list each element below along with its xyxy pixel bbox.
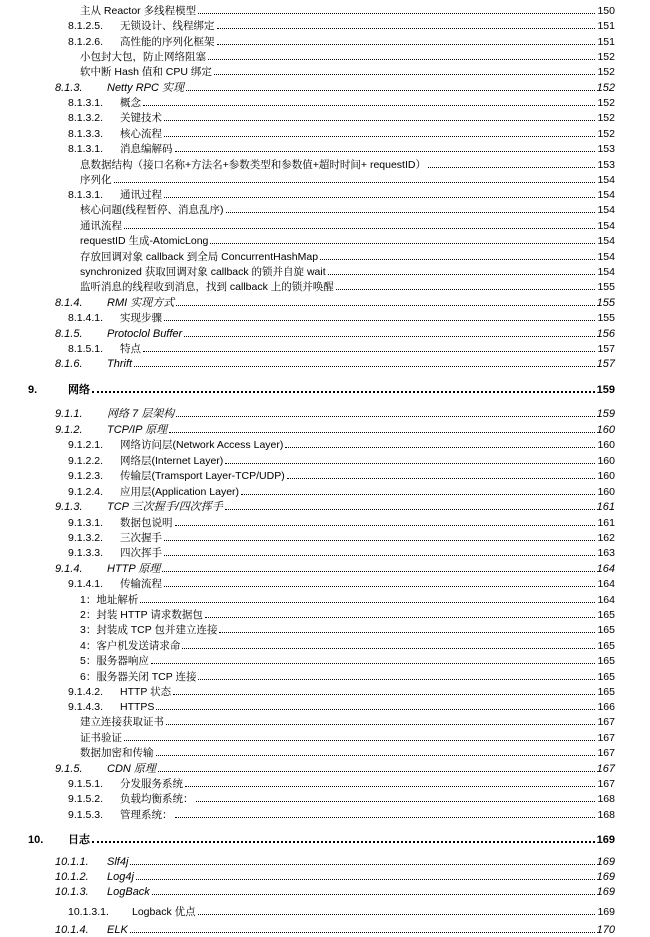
toc-entry-page-number: 156: [596, 328, 615, 340]
toc-entry-title: 3：封装成 TCP 包并建立连接: [80, 624, 218, 636]
toc-entry[interactable]: [55, 921, 615, 936]
toc-entry-number: 9.1.3.1.: [68, 517, 104, 529]
toc-entry-page-number: 152: [597, 128, 615, 140]
dot-leader: [328, 274, 596, 275]
toc-entry[interactable]: [55, 325, 615, 340]
dot-leader: [217, 44, 596, 45]
toc-entry-number: 9.1.2.1.: [68, 439, 104, 451]
toc-entry-title: 1：地址解析: [80, 594, 139, 606]
toc-entry[interactable]: [55, 79, 615, 94]
toc-entry-page-number: 154: [597, 220, 615, 232]
toc-entry-number: 10.1.4.: [55, 924, 89, 936]
toc-entry[interactable]: [55, 294, 615, 309]
toc-entry-title: 四次挥手: [120, 547, 162, 559]
toc-entry[interactable]: [80, 621, 615, 636]
toc-entry-page-number: 162: [597, 532, 615, 544]
toc-entry-page-number: 155: [596, 297, 615, 309]
toc-entry[interactable]: [68, 33, 615, 48]
dot-leader: [428, 167, 596, 168]
dot-leader: [156, 709, 595, 710]
toc-entry-page-number: 170: [596, 924, 615, 936]
toc-entry[interactable]: [68, 125, 615, 140]
toc-entry-number: 8.1.4.: [55, 297, 83, 309]
toc-entry-title: 5：服务器响应: [80, 655, 149, 667]
toc-entry-title: 通讯过程: [120, 189, 162, 201]
dot-leader: [196, 801, 596, 802]
toc-entry-page-number: 169: [596, 871, 615, 883]
toc-entry-number: 10.1.2.: [55, 871, 89, 883]
dot-leader: [175, 525, 596, 526]
toc-entry-page-number: 151: [597, 36, 615, 48]
toc-entry[interactable]: [80, 713, 615, 728]
toc-entry[interactable]: [80, 263, 615, 278]
toc-entry-title: 分发服务系统: [120, 778, 183, 790]
toc-entry-page-number: 152: [597, 97, 615, 109]
dot-leader: [185, 786, 595, 787]
toc-entry[interactable]: [28, 381, 615, 396]
dot-leader: [198, 679, 595, 680]
toc-entry-number: 9.1.2.: [55, 424, 83, 436]
toc-entry-number: 8.1.5.: [55, 328, 83, 340]
toc-entry-number: 8.1.3.1.: [68, 97, 104, 109]
toc-entry-page-number: 165: [597, 640, 615, 652]
toc-entry-page-number: 153: [597, 159, 615, 171]
toc-entry[interactable]: [55, 355, 615, 370]
dot-leader: [166, 724, 595, 725]
toc-entry[interactable]: [80, 744, 615, 759]
toc-entry[interactable]: [68, 109, 615, 124]
toc-entry-number: 9.1.4.3.: [68, 701, 104, 713]
toc-entry[interactable]: [80, 2, 615, 17]
toc-entry-page-number: 159: [596, 408, 615, 420]
toc-entry-title: 核心问题(线程暂停、消息乱序): [80, 204, 224, 216]
toc-entry[interactable]: [55, 853, 615, 868]
dot-leader: [169, 432, 595, 433]
toc-entry[interactable]: [68, 340, 615, 355]
toc-entry[interactable]: [80, 278, 615, 293]
dot-leader: [143, 351, 595, 352]
toc-entry[interactable]: [80, 652, 615, 667]
toc-entry-title: Slf4j: [107, 856, 129, 868]
toc-entry-title: 通讯流程: [80, 220, 122, 232]
toc-entry-number: 9.1.5.3.: [68, 809, 104, 821]
toc-entry[interactable]: [68, 436, 615, 451]
toc-entry-title: 核心流程: [120, 128, 162, 140]
toc-entry-page-number: 167: [597, 732, 615, 744]
toc-entry-title: 证书验证: [80, 732, 122, 744]
toc-entry-title: 软中断 Hash 值和 CPU 绑定: [80, 66, 212, 78]
toc-entry-title: requestID 生成-AtomicLong: [80, 235, 209, 247]
toc-entry-page-number: 163: [597, 547, 615, 559]
toc-entry-title: 网络层(Internet Layer): [120, 455, 224, 467]
toc-entry-page-number: 150: [597, 5, 615, 17]
toc-entry-title: HTTP 原理: [107, 563, 161, 575]
toc-entry-page-number: 169: [596, 856, 615, 868]
toc-entry[interactable]: [80, 668, 615, 683]
toc-entry-number: 9.1.2.3.: [68, 470, 104, 482]
toc-entry[interactable]: [80, 171, 615, 186]
toc-entry-title: 息数据结构（接口名称+方法名+参数类型和参数值+超时时间+ requestID）: [80, 159, 426, 171]
dot-leader: [287, 478, 596, 479]
toc-entry[interactable]: [68, 309, 615, 324]
toc-entry-page-number: 165: [597, 624, 615, 636]
dot-leader: [285, 447, 595, 448]
toc-entry-number: 10.: [28, 834, 44, 846]
toc-entry[interactable]: [80, 217, 615, 232]
toc-entry[interactable]: [80, 248, 615, 263]
toc-entry-title: 数据包说明: [120, 517, 173, 529]
toc-entry-title: 消息编解码: [120, 143, 173, 155]
toc-entry-title: 6：服务器关闭 TCP 连接: [80, 671, 197, 683]
toc-entry-title: 特点: [120, 343, 141, 355]
toc-entry-page-number: 166: [597, 701, 615, 713]
toc-entry-page-number: 164: [596, 563, 615, 575]
toc-entry-number: 9.1.4.2.: [68, 686, 104, 698]
toc-entry-number: 9.1.2.4.: [68, 486, 104, 498]
toc-entry-title: Log4j: [107, 871, 134, 883]
toc-entry-page-number: 164: [597, 594, 615, 606]
toc-entry-title: 传输层(Tramsport Layer-TCP/UDP): [120, 470, 285, 482]
toc-entry[interactable]: [80, 201, 615, 216]
dot-leader: [152, 894, 595, 895]
toc-entry-page-number: 152: [596, 82, 615, 94]
dot-leader: [143, 105, 595, 106]
toc-entry-number: 10.1.3.: [55, 886, 89, 898]
toc-entry-number: 8.1.5.1.: [68, 343, 104, 355]
toc-entry-page-number: 169: [596, 886, 615, 898]
dot-leader: [198, 13, 595, 14]
toc-entry-page-number: 155: [597, 312, 615, 324]
toc-entry-title: 监听消息的线程收到消息，找到 callback 上的锁并唤醒: [80, 281, 334, 293]
toc-entry-title: 4：客户机发送请求命: [80, 640, 181, 652]
toc-entry-title: Thrift: [107, 358, 133, 370]
toc-entry-page-number: 160: [596, 424, 615, 436]
toc-entry-page-number: 165: [597, 671, 615, 683]
toc-entry-title: 日志: [68, 834, 90, 846]
toc-entry-number: 10.1.1.: [55, 856, 89, 868]
toc-entry[interactable]: [80, 606, 615, 621]
toc-entry-number: 9.1.5.2.: [68, 793, 104, 805]
toc-entry-title: TCP 三次握手/四次挥手: [107, 501, 223, 513]
dot-leader: [225, 463, 595, 464]
dot-leader: [164, 197, 595, 198]
toc-entry[interactable]: [55, 405, 615, 420]
dot-leader: [156, 755, 596, 756]
toc-entry[interactable]: [55, 421, 615, 436]
toc-entry-page-number: 159: [596, 384, 615, 396]
dot-leader: [226, 212, 596, 213]
dot-leader: [164, 540, 595, 541]
toc-entry-page-number: 161: [596, 501, 615, 513]
toc-entry[interactable]: [80, 156, 615, 171]
dot-leader: [176, 416, 594, 417]
dot-leader: [219, 632, 595, 633]
toc-entry-page-number: 165: [597, 609, 615, 621]
dot-leader: [164, 555, 595, 556]
toc-entry-title: Protoclol Buffer: [107, 328, 183, 340]
toc-entry[interactable]: [68, 683, 615, 698]
toc-entry-page-number: 165: [597, 655, 615, 667]
toc-entry-number: 9.: [28, 384, 38, 396]
toc-entry-page-number: 161: [597, 517, 615, 529]
dot-leader: [205, 617, 596, 618]
dot-leader: [151, 663, 596, 664]
toc-entry-page-number: 152: [597, 51, 615, 63]
toc-entry-number: 9.1.5.1.: [68, 778, 104, 790]
toc-entry[interactable]: [68, 140, 615, 155]
dot-leader: [164, 320, 595, 321]
toc-entry-title: 关键技术: [120, 112, 162, 124]
toc-entry-title: 传输流程: [120, 578, 162, 590]
toc-entry-title: 概念: [120, 97, 141, 109]
toc-entry-title: 数据加密和传输: [80, 747, 154, 759]
toc-entry-page-number: 154: [597, 251, 615, 263]
toc-entry[interactable]: [68, 806, 615, 821]
toc-entry[interactable]: [80, 729, 615, 744]
toc-entry-page-number: 160: [597, 455, 615, 467]
toc-entry[interactable]: [68, 790, 615, 805]
dot-leader: [198, 914, 596, 915]
toc-entry-title: Netty RPC 实现: [107, 82, 185, 94]
toc-entry[interactable]: [68, 544, 615, 559]
dot-leader: [136, 879, 595, 880]
toc-entry-title: 网络 7 层架构: [107, 408, 175, 420]
toc-entry-page-number: 167: [597, 747, 615, 759]
dot-leader: [124, 740, 595, 741]
toc-entry-title: 2：封装 HTTP 请求数据包: [80, 609, 203, 621]
toc-entry[interactable]: [68, 186, 615, 201]
dot-leader: [164, 120, 595, 121]
toc-entry[interactable]: [55, 868, 615, 883]
toc-entry-number: 9.1.3.: [55, 501, 83, 513]
toc-entry-page-number: 168: [597, 793, 615, 805]
toc-entry-page-number: 154: [597, 266, 615, 278]
toc-entry-page-number: 160: [597, 470, 615, 482]
toc-entry-page-number: 165: [597, 686, 615, 698]
toc-entry-page-number: 151: [597, 20, 615, 32]
dot-leader: [225, 509, 595, 510]
toc-entry-number: 10.1.3.1.: [68, 906, 109, 918]
dot-leader: [158, 771, 595, 772]
dot-leader: [92, 391, 595, 393]
toc-entry-page-number: 167: [597, 716, 615, 728]
toc-entry-page-number: 157: [596, 358, 615, 370]
dot-leader: [214, 74, 596, 75]
toc-entry-number: 8.1.4.1.: [68, 312, 104, 324]
toc-entry[interactable]: [68, 452, 615, 467]
dot-leader: [124, 228, 595, 229]
toc-entry-title: 建立连接获取证书: [80, 716, 164, 728]
toc-entry-page-number: 154: [597, 189, 615, 201]
toc-entry-title: 负载均衡系统：: [120, 793, 194, 805]
toc-entry[interactable]: [68, 483, 615, 498]
toc-entry-number: 8.1.6.: [55, 358, 83, 370]
dot-leader: [162, 571, 594, 572]
toc-entry[interactable]: [68, 775, 615, 790]
toc-entry-page-number: 167: [596, 763, 615, 775]
toc-entry-page-number: 152: [597, 112, 615, 124]
toc-entry[interactable]: [68, 467, 615, 482]
dot-leader: [176, 305, 594, 306]
toc-entry-title: 网络访问层(Network Access Layer): [120, 439, 284, 451]
toc-entry[interactable]: [80, 48, 615, 63]
dot-leader: [114, 182, 596, 183]
dot-leader: [130, 932, 595, 933]
toc-entry-number: 9.1.4.: [55, 563, 83, 575]
toc-entry[interactable]: [55, 760, 615, 775]
toc-entry[interactable]: [80, 591, 615, 606]
dot-leader: [140, 602, 595, 603]
toc-entry-page-number: 154: [597, 235, 615, 247]
dot-leader: [320, 259, 595, 260]
toc-entry-number: 8.1.3.1.: [68, 143, 104, 155]
dot-leader: [186, 90, 595, 91]
toc-entry-title: ELK: [107, 924, 128, 936]
toc-entry-number: 8.1.2.6.: [68, 36, 104, 48]
toc-entry-number: 9.1.5.: [55, 763, 83, 775]
dot-leader: [336, 289, 596, 290]
toc-entry[interactable]: [68, 94, 615, 109]
dot-leader: [184, 336, 594, 337]
dot-leader: [182, 648, 595, 649]
toc-entry-title: CDN 原理: [107, 763, 156, 775]
dot-leader: [175, 817, 596, 818]
toc-entry-page-number: 153: [597, 143, 615, 155]
toc-entry-title: HTTPS: [120, 701, 155, 713]
toc-entry-number: 9.1.1.: [55, 408, 83, 420]
toc-entry-number: 9.1.2.2.: [68, 455, 104, 467]
toc-entry[interactable]: [55, 883, 615, 898]
toc-entry-title: 小包封大包，防止网络阻塞: [80, 51, 206, 63]
toc-entry-page-number: 157: [597, 343, 615, 355]
toc-entry-page-number: 164: [597, 578, 615, 590]
toc-entry-title: 序列化: [80, 174, 112, 186]
toc-entry[interactable]: [68, 575, 615, 590]
dot-leader: [175, 151, 596, 152]
toc-entry-title: synchronized 获取回调对象 callback 的锁并自旋 wait: [80, 266, 326, 278]
toc-entry-number: 8.1.3.: [55, 82, 83, 94]
toc-entry-page-number: 154: [597, 174, 615, 186]
toc-entry-number: 8.1.3.3.: [68, 128, 104, 140]
toc-entry-title: 网络: [68, 384, 90, 396]
dot-leader: [208, 59, 595, 60]
toc-entry-number: 8.1.2.5.: [68, 20, 104, 32]
toc-entry-title: RMI 实现方式: [107, 297, 175, 309]
dot-leader: [210, 243, 595, 244]
toc-entry[interactable]: [55, 498, 615, 513]
toc-entry[interactable]: [68, 529, 615, 544]
toc-entry-number: 9.1.3.2.: [68, 532, 104, 544]
dot-leader: [164, 136, 595, 137]
toc-entry[interactable]: [68, 514, 615, 529]
toc-entry-page-number: 169: [597, 906, 615, 918]
toc-entry-title: 高性能的序列化框架: [120, 36, 215, 48]
toc-entry[interactable]: [55, 560, 615, 575]
toc-entry-page-number: 154: [597, 204, 615, 216]
toc-entry-title: 存放回调对象 callback 到全局 ConcurrentHashMap: [80, 251, 319, 263]
toc-entry[interactable]: [80, 63, 615, 78]
toc-entry[interactable]: [68, 903, 615, 918]
toc-entry-title: Logback 优点: [132, 906, 196, 918]
toc-entry-title: LogBack: [107, 886, 150, 898]
dot-leader: [241, 494, 595, 495]
dot-leader: [217, 28, 596, 29]
dot-leader: [173, 694, 595, 695]
dot-leader: [164, 586, 595, 587]
toc-entry-page-number: 160: [597, 486, 615, 498]
toc-entry-title: 三次握手: [120, 532, 162, 544]
toc-entry-page-number: 169: [596, 834, 615, 846]
toc-entry-number: 8.1.3.2.: [68, 112, 104, 124]
dot-leader: [92, 841, 595, 843]
toc-entry-page-number: 155: [597, 281, 615, 293]
toc-entry[interactable]: [68, 698, 615, 713]
toc-entry-title: HTTP 状态: [120, 686, 172, 698]
dot-leader: [134, 366, 595, 367]
toc-entry-number: 8.1.3.1.: [68, 189, 104, 201]
toc-entry-title: 无锁设计、线程绑定: [120, 20, 215, 32]
toc-entry-title: 主从 Reactor 多线程模型: [80, 5, 197, 17]
toc-entry[interactable]: [68, 17, 615, 32]
toc-entry-page-number: 167: [597, 778, 615, 790]
toc-entry[interactable]: [80, 232, 615, 247]
toc-entry-page-number: 168: [597, 809, 615, 821]
toc-entry[interactable]: [80, 637, 615, 652]
toc-entry-number: 9.1.4.1.: [68, 578, 104, 590]
toc-entry-title: 管理系统：: [120, 809, 173, 821]
toc-entry-page-number: 160: [597, 439, 615, 451]
toc-entry[interactable]: [28, 831, 615, 846]
toc-entry-title: 应用层(Application Layer): [120, 486, 240, 498]
toc-entry-number: 9.1.3.3.: [68, 547, 104, 559]
toc-entry-title: 实现步骤: [120, 312, 162, 324]
toc-entry-title: TCP/IP 原理: [107, 424, 168, 436]
toc-entry-page-number: 152: [597, 66, 615, 78]
dot-leader: [130, 864, 594, 865]
